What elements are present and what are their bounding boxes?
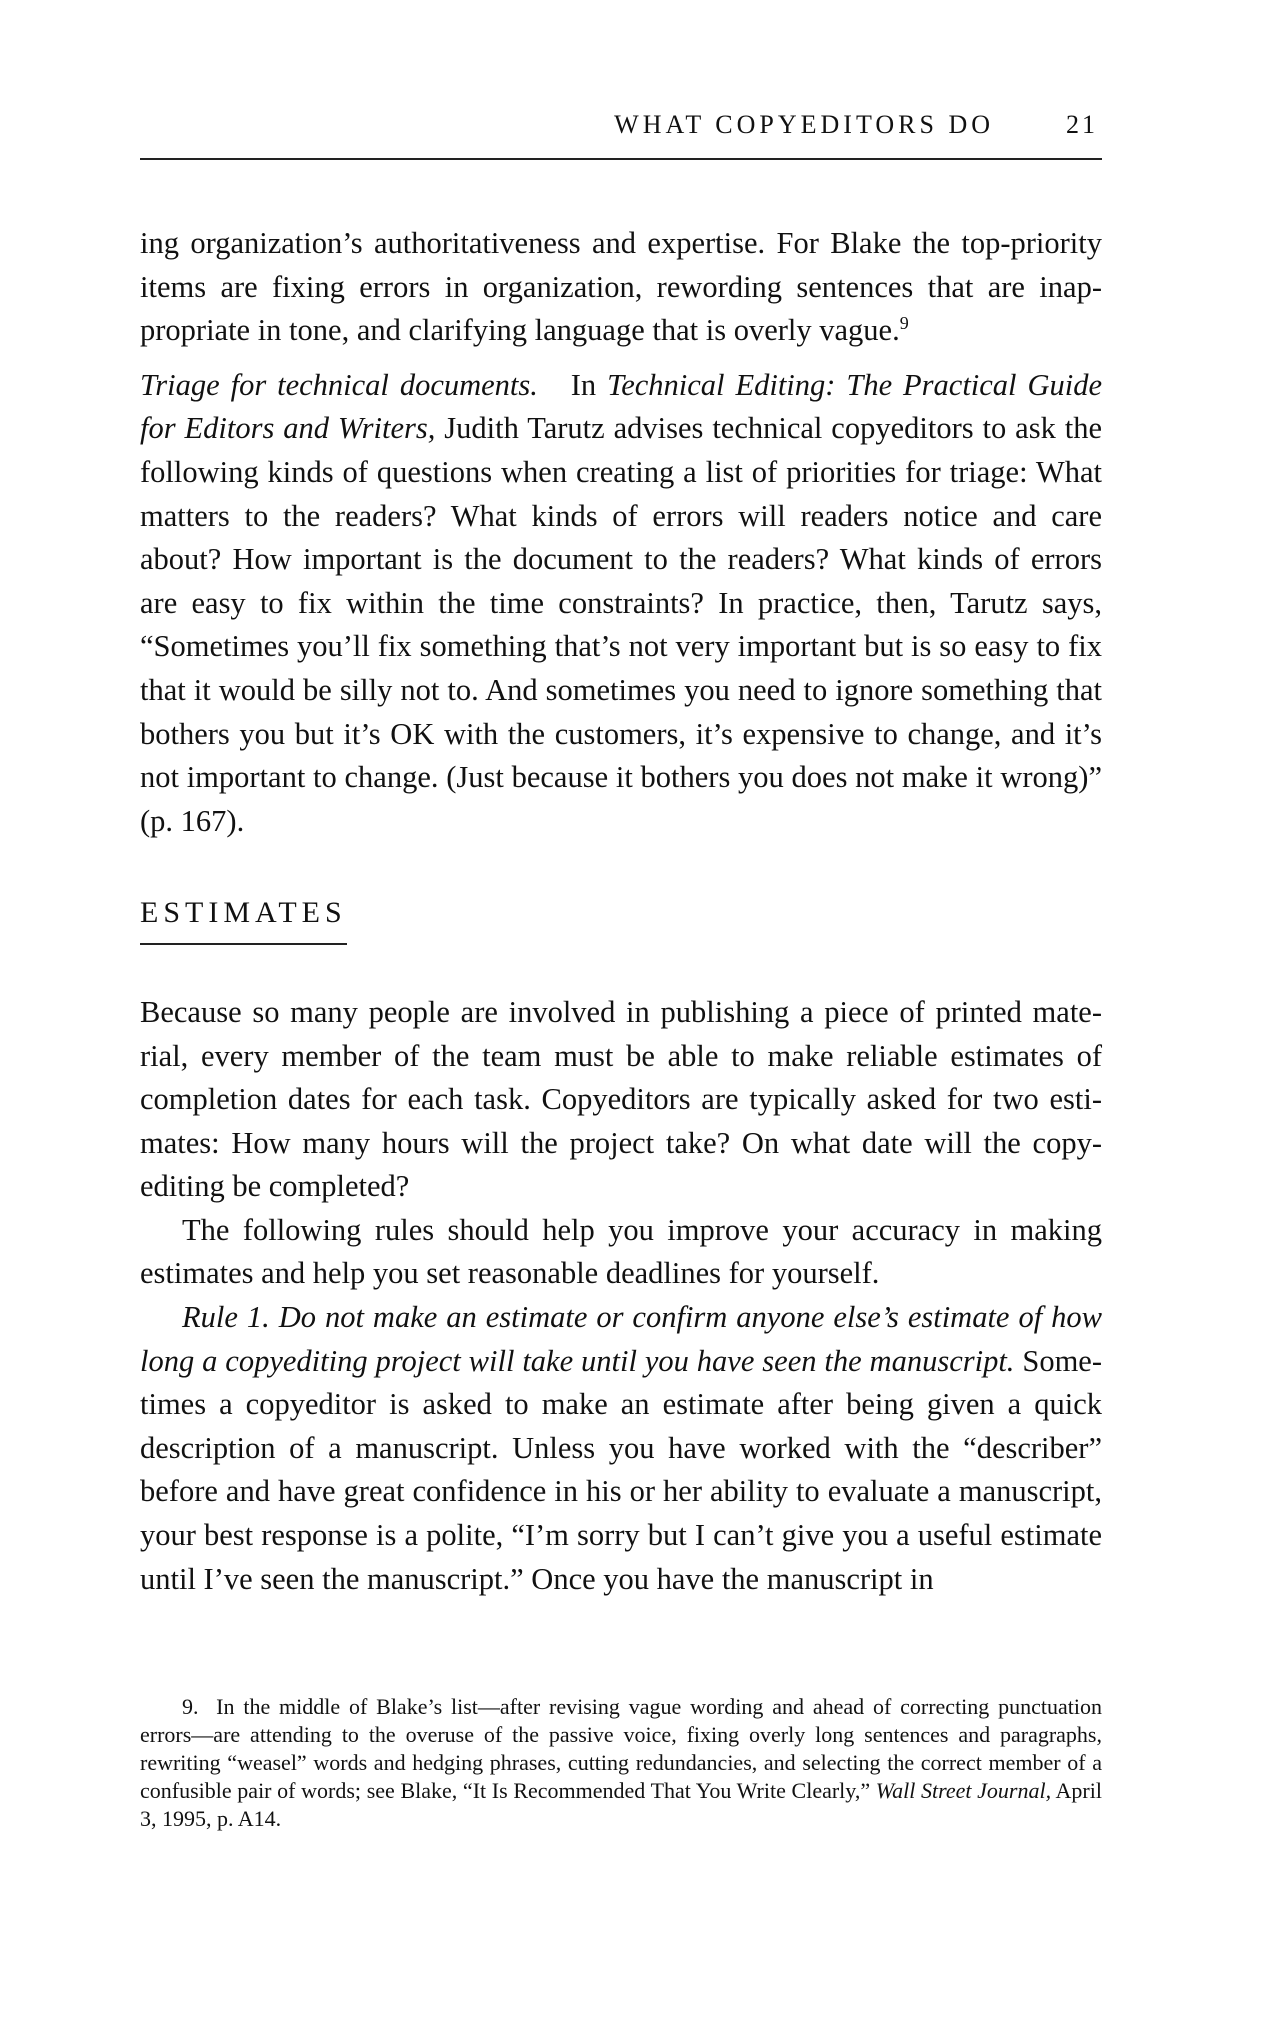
paragraph-text: ing organization’s authoritativeness and expertise. For Blake the top-priority items are fixing errors in organization, rewording sentences that are inappropriate in tone, and clarifying language that is overly vague. <box>140 226 1102 348</box>
footnote-citation: April 3, 1995, p. A14. <box>140 1778 1102 1831</box>
paragraph-triage <box>140 364 1102 844</box>
paragraph-continued <box>140 222 1102 353</box>
rule-statement: Rule 1. Do not make an estimate or confirm anyone else’s estimate of how long a copyediting project will take until you have seen the manuscript. <box>140 1300 1102 1378</box>
paragraph-text: In <box>570 367 597 402</box>
footnotes <box>140 1693 1102 1833</box>
running-head-title: WHAT COPYEDITORS DO <box>614 110 994 139</box>
paragraph-rules-intro: The following rules should help you improve your accuracy in making estimates and help you set reasonable deadlines for yourself. <box>140 1212 1102 1291</box>
running-head <box>140 110 1102 160</box>
footnote-9 <box>140 1693 1102 1833</box>
paragraph-rule-1 <box>140 1296 1102 1601</box>
paragraph-estimates: Because so many people are involved in publishing a piece of printed material, every member of the team must be able to make reliable estimates of completion dates for each task. Copyeditors are typically asked for two estimates: How many hours will the project take? On what date will the copyediting be completed? <box>140 994 1102 1204</box>
runin-heading: Triage for technical documents. <box>140 367 538 402</box>
footnote-number: 9. <box>182 1694 199 1719</box>
paragraph-text: Judith Tarutz advises technical copyeditors to ask the following kinds of questions when creating a list of priorities for triage: What matters to the readers? What kinds of errors will readers notice and care about? How important is the document to the readers? What kinds of errors are easy to fix within the time constraints? In practice, then, Tarutz says, “Sometimes you’ll fix something that’s not very important but is so easy to fix that it would be silly not to. And sometimes you need to ignore something that bothers you but it’s OK with the customers, it’s expensive to change, and it’s not important to change. (Just because it bothers you does not make it wrong)” (p. 167). <box>140 411 1103 838</box>
footnote-text: In the middle of Blake’s list—after revising vague wording and ahead of correcting punctuation errors—are attending to the overuse of the passive voice, fixing overly long sentences and paragraphs, rewriting “weasel” words and hedging phrases, cutting redundancies, and selecting the correct member of a confusible pair of words; see Blake, “It Is Recommended That You Write Clearly,” <box>140 1694 1102 1803</box>
section-heading: ESTIMATES <box>140 891 347 945</box>
paragraph-text: Sometimes a copyeditor is asked to make an estimate after being given a quick description of a manuscript. Unless you have worked with the “describer” before and have great confidence in his or her ability to evaluate a manuscript, your best response is a polite, “I’m sorry but I can’t give you a useful estimate until I’ve seen the manuscript.” Once you have the manuscript in <box>140 1343 1103 1596</box>
page-number: 21 <box>1066 110 1098 139</box>
journal-title: Wall Street Journal, <box>875 1778 1052 1803</box>
book-title: Technical Editing: The Practical Guide for Editors and Writers, <box>140 367 1103 446</box>
body-text <box>140 222 1102 1601</box>
footnote-ref: 9 <box>899 313 909 334</box>
